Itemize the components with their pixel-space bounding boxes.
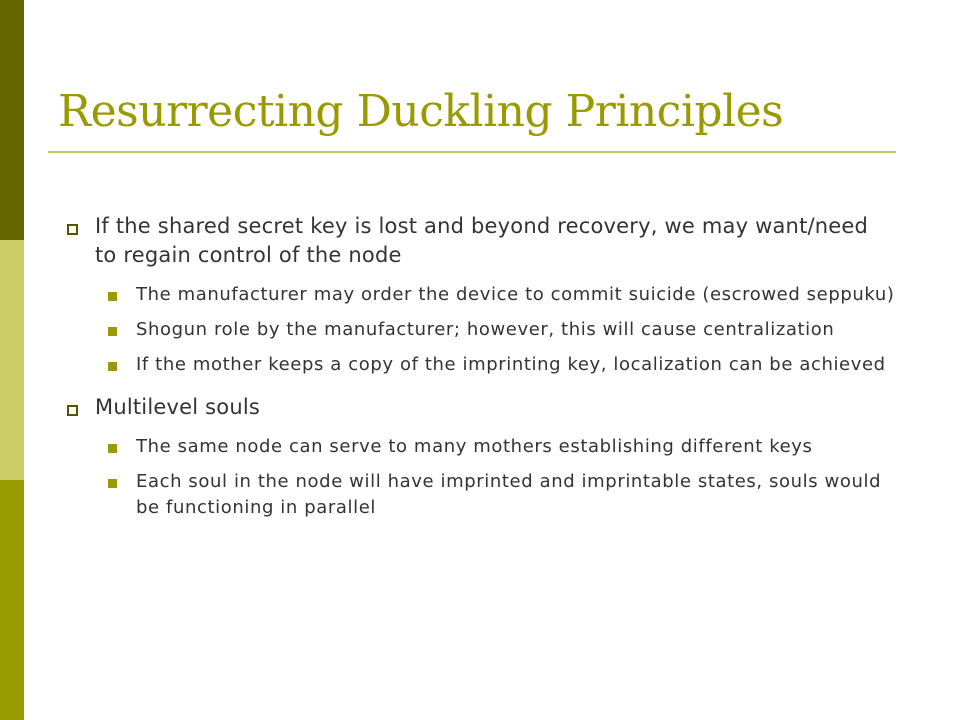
sidebar-decoration — [0, 0, 24, 720]
slide-content — [66, 212, 896, 530]
sub-bullet-text: The same node can serve to many mothers establishing different keys — [136, 436, 813, 457]
sub-bullet-text: If the mother keeps a copy of the imprinting key, localization can be achieved — [136, 354, 886, 375]
sub-bullet-item — [107, 352, 896, 378]
hollow-square-bullet-icon — [67, 224, 78, 235]
sidebar-segment-bottom — [0, 480, 24, 720]
bullet-item — [66, 393, 896, 422]
bullet-text: If the shared secret key is lost and beyond recovery, we may want/need to regain control of the node — [95, 214, 869, 267]
filled-square-bullet-icon — [108, 327, 117, 336]
filled-square-bullet-icon — [108, 362, 117, 371]
sub-bullet-text: The manufacturer may order the device to commit suicide (escrowed seppuku) — [136, 284, 895, 305]
sub-bullet-item — [107, 282, 896, 308]
sub-bullet-item — [107, 434, 896, 460]
sub-bullet-text: Each soul in the node will have imprinted and imprintable states, souls would be functioning in parallel — [136, 471, 882, 518]
slide-title: Resurrecting Duckling Principles — [58, 86, 784, 137]
sub-bullet-item — [107, 317, 896, 343]
filled-square-bullet-icon — [108, 479, 117, 488]
sub-bullet-item — [107, 469, 896, 521]
sub-bullet-text: Shogun role by the manufacturer; however, this will cause centralization — [136, 319, 835, 340]
filled-square-bullet-icon — [108, 292, 117, 301]
bullet-text: Multilevel souls — [95, 395, 261, 419]
title-divider — [48, 151, 896, 153]
filled-square-bullet-icon — [108, 444, 117, 453]
sidebar-segment-top — [0, 0, 24, 240]
sidebar-segment-middle — [0, 240, 24, 480]
hollow-square-bullet-icon — [67, 405, 78, 416]
bullet-item — [66, 212, 896, 270]
